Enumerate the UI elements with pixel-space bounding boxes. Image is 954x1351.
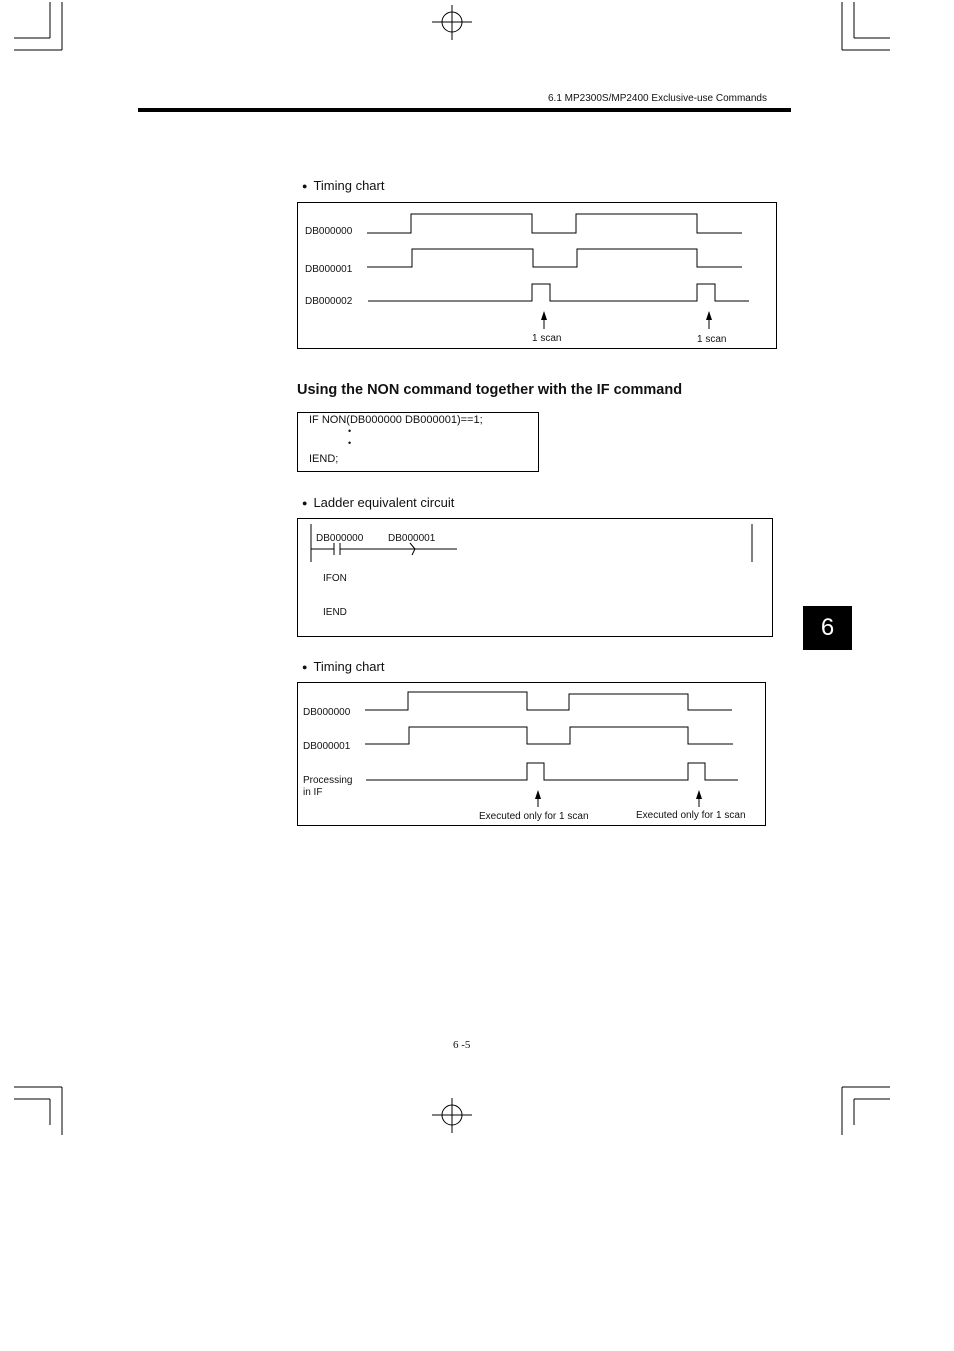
waveform2-db000000 — [365, 692, 732, 710]
waveform2-db000001 — [365, 727, 733, 744]
timing1-scan-label-1: 1 scan — [532, 333, 562, 344]
timing1-label-db000000: DB000000 — [305, 226, 353, 237]
ladder-ifon: IFON — [323, 573, 347, 584]
code-dot-1: • — [348, 426, 352, 436]
timing2-processing-label-2: in IF — [303, 787, 323, 798]
timing2-exec-label-2: Executed only for 1 scan — [636, 810, 746, 821]
timing2-exec-label-1: Executed only for 1 scan — [479, 811, 589, 822]
timing2-label-db000000: DB000000 — [303, 707, 351, 718]
timing-chart-1-heading: ● Timing chart — [302, 178, 384, 193]
chapter-tab: 6 — [803, 606, 852, 650]
timing1-label-db000001: DB000001 — [305, 264, 353, 275]
ladder-contact-2-label: DB000001 — [388, 533, 436, 544]
ladder-heading: ● Ladder equivalent circuit — [302, 495, 454, 510]
timing1-label-db000002: DB000002 — [305, 296, 353, 307]
ladder-iend: IEND — [323, 607, 347, 618]
waveform2-processing — [366, 763, 738, 780]
code-dot-2: • — [348, 438, 352, 448]
timing2-processing-label-1: Processing — [303, 775, 353, 786]
code-line-end: IEND; — [309, 453, 339, 465]
page-number: 6 -5 — [453, 1039, 471, 1051]
timing1-scan-label-2: 1 scan — [697, 334, 727, 345]
ladder-contact-1-label: DB000000 — [316, 533, 364, 544]
running-header: 6.1 MP2300S/MP2400 Exclusive-use Commands — [548, 93, 767, 104]
code-line-1: IF NON(DB000000 DB000001)==1; — [309, 414, 483, 426]
timing2-label-db000001: DB000001 — [303, 741, 351, 752]
timing-chart-2-heading: ● Timing chart — [302, 659, 384, 674]
section-title: Using the NON command together with the IF command — [297, 382, 683, 398]
